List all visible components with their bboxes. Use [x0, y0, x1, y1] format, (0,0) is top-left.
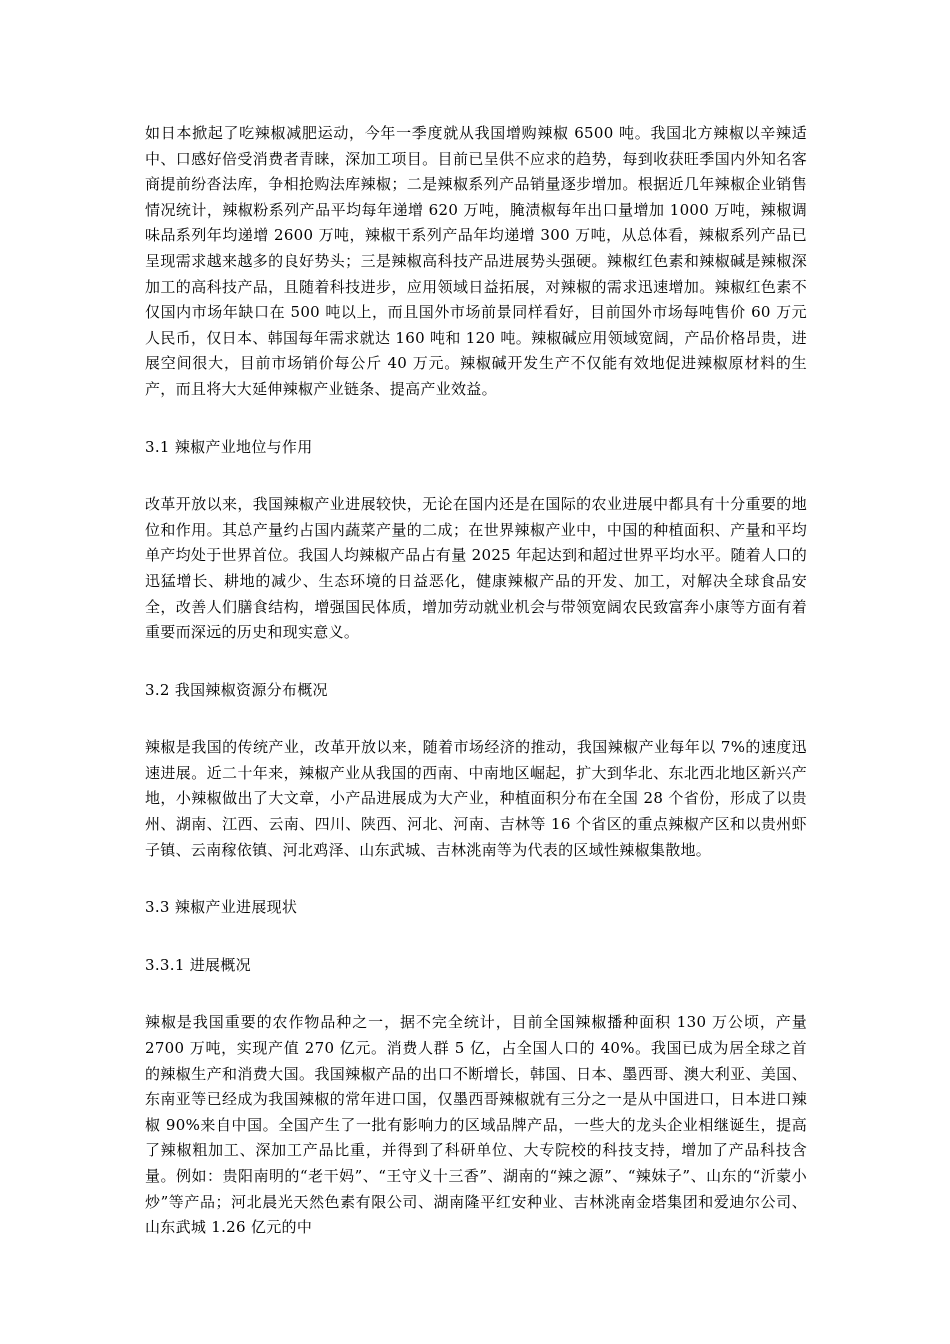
- document-page: [145, 121, 807, 1241]
- spacer: [145, 978, 807, 1010]
- spacer: [145, 646, 807, 678]
- section-heading-3-1: 3.1 辣椒产业地位与作用: [145, 437, 313, 456]
- spacer: [145, 460, 807, 492]
- section-heading-3-2: 3.2 我国辣椒资源分布概况: [145, 680, 328, 699]
- paragraph-intro: 如日本掀起了吃辣椒减肥运动，今年一季度就从我国增购辣椒 6500 吨。我国北方辣椒以辛辣适中、口感好倍受消费者青睐，深加工项目。目前已呈供不应求的趋势，每到收获旺季国内外知名客商提前纷沓法库，争相抢购法库辣椒；二是辣椒系列产品销量逐步增加。根据近几年辣椒企业销售情况统计，辣椒粉系列产品平均每年递增 620 万吨，腌渍椒每年出口量增加 1000 万吨，辣椒调味品系列年均递增 2600 万吨，辣椒干系列产品年均递增 300 万吨，从总体看，辣椒系列产品已呈现需求越来越多的良好势头；三是辣椒高科技产品进展势头强硬。辣椒红色素和辣椒碱是辣椒深加工的高科技产品，且随着科技进步，应用领域日益拓展，对辣椒的需求迅速增加。辣椒红色素不仅国内市场年缺口在 500 吨以上，而且国外市场前景同样看好，目前国外市场每吨售价 60 万元人民币，仅日本、韩国每年需求就达 160 吨和 120 吨。辣椒碱应用领域宽阔，产品价格昂贵，进展空间很大，目前市场销价每公斤 40 万元。辣椒碱开发生产不仅能有效地促进辣椒原材料的生产，而且将大大延伸辣椒产业链条、提高产业效益。: [145, 124, 807, 398]
- spacer: [145, 863, 807, 895]
- paragraph-resource-distribution: 辣椒是我国的传统产业，改革开放以来，随着市场经济的推动，我国辣椒产业每年以 7%的速度迅速进展。近二十年来，辣椒产业从我国的西南、中南地区崛起，扩大到华北、东北西北地区新兴产地，小辣椒做出了大文章，小产品进展成为大产业，种植面积分布在全国 28 个省份，形成了以贵州、湖南、江西、云南、四川、陕西、河北、河南、吉林等 16 个省区的重点辣椒产区和以贵州虾子镇、云南稼依镇、河北鸡泽、山东武城、吉林洮南等为代表的区域性辣椒集散地。: [145, 738, 807, 859]
- section-heading-3-3-1: 3.3.1 进展概况: [145, 955, 251, 974]
- paragraph-industry-status: 改革开放以来，我国辣椒产业进展较快，无论在国内还是在国际的农业进展中都具有十分重要的地位和作用。其总产量约占国内蔬菜产量的二成；在世界辣椒产业中，中国的种植面积、产量和平均单产均处于世界首位。我国人均辣椒产品占有量 2025 年起达到和超过世界平均水平。随着人口的迅猛增长、耕地的减少、生态环境的日益恶化，健康辣椒产品的开发、加工，对解决全球食品安全，改善人们膳食结构，增强国民体质，增加劳动就业机会与带领宽阔农民致富奔小康等方面有着重要而深远的历史和现实意义。: [145, 495, 807, 642]
- spacer: [145, 703, 807, 735]
- spacer: [145, 921, 807, 953]
- paragraph-development-overview: 辣椒是我国重要的农作物品种之一，据不完全统计，目前全国辣椒播种面积 130 万公顷，产量 2700 万吨，实现产值 270 亿元。消费人群 5 亿，占全国人口的 40%。我国已成为居全球之首的辣椒生产和消费大国。我国辣椒产品的出口不断增长，韩国、日本、墨西哥、澳大利亚、美国、东南亚等已经成为我国辣椒的常年进口国，仅墨西哥辣椒就有三分之一是从中国进口，日本进口辣椒 90%来自中国。全国产生了一批有影响力的区域品牌产品，一些大的龙头企业相继诞生，提高了辣椒粗加工、深加工产品比重，并得到了科研单位、大专院校的科技支持，增加了产品科技含量。例如：贵阳南明的“老干妈”、“王守义十三香”、湖南的“辣之源”、“辣妹子”、山东的“沂蒙小炒”等产品；河北晨光天然色素有限公司、湖南隆平红安种业、吉林洮南金塔集团和爱迪尔公司、山东武城 1.26 亿元的中: [145, 1013, 807, 1237]
- section-heading-3-3: 3.3 辣椒产业进展现状: [145, 898, 298, 917]
- spacer: [145, 403, 807, 435]
